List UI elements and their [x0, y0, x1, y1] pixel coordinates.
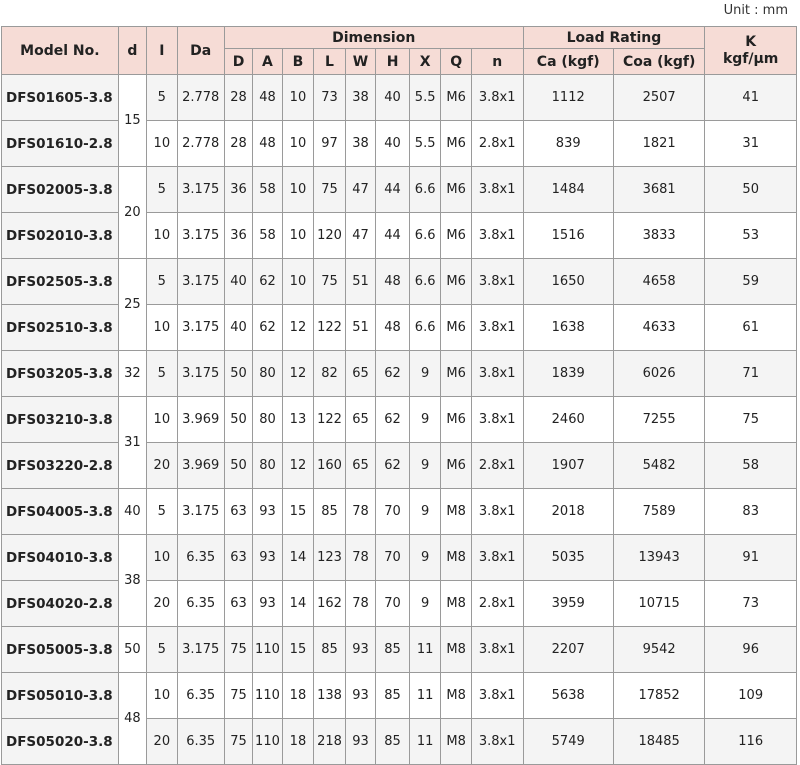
- cell-h: 48: [376, 305, 410, 351]
- cell-ca: 1112: [523, 75, 613, 121]
- cell-x: 6.6: [409, 213, 441, 259]
- cell-da: 3.969: [177, 397, 224, 443]
- cell-h: 70: [376, 535, 410, 581]
- cell-ca: 5749: [523, 719, 613, 765]
- cell-model-no: DFS05020-3.8: [2, 719, 119, 765]
- cell-l: 75: [314, 167, 346, 213]
- cell-n: 3.8x1: [471, 167, 523, 213]
- cell-b: 12: [282, 305, 314, 351]
- cell-coa: 1821: [613, 121, 704, 167]
- cell-l: 138: [314, 673, 346, 719]
- cell-model-no: DFS03220-2.8: [2, 443, 119, 489]
- cell-d: 25: [118, 259, 146, 351]
- cell-b: 15: [282, 489, 314, 535]
- cell-model-no: DFS04010-3.8: [2, 535, 119, 581]
- cell-n: 3.8x1: [471, 719, 523, 765]
- cell-a: 110: [253, 719, 282, 765]
- cell-l: 97: [314, 121, 346, 167]
- cell-coa: 5482: [613, 443, 704, 489]
- cell-q: M6: [441, 305, 471, 351]
- cell-d: 50: [118, 627, 146, 673]
- cell-i: 20: [147, 719, 177, 765]
- cell-x: 6.6: [409, 305, 441, 351]
- cell-i: 5: [147, 627, 177, 673]
- subheader-x: X: [409, 49, 441, 75]
- unit-label: Unit : mm: [723, 3, 788, 18]
- cell-h: 85: [376, 673, 410, 719]
- cell-a: 58: [253, 213, 282, 259]
- cell-model-no: DFS02010-3.8: [2, 213, 119, 259]
- table-row: [2, 351, 797, 397]
- cell-a: 58: [253, 167, 282, 213]
- cell-a: 110: [253, 627, 282, 673]
- cell-d: 40: [118, 489, 146, 535]
- cell-h: 62: [376, 397, 410, 443]
- cell-x: 9: [409, 443, 441, 489]
- cell-w: 38: [345, 121, 375, 167]
- cell-model-no: DFS05010-3.8: [2, 673, 119, 719]
- subheader-l: L: [314, 49, 346, 75]
- cell-n: 3.8x1: [471, 259, 523, 305]
- cell-h: 48: [376, 259, 410, 305]
- cell-q: M6: [441, 351, 471, 397]
- cell-l: 122: [314, 397, 346, 443]
- cell-d: 28: [224, 121, 252, 167]
- cell-d: 15: [118, 75, 146, 167]
- cell-n: 2.8x1: [471, 121, 523, 167]
- subheader-b: B: [282, 49, 314, 75]
- cell-model-no: DFS05005-3.8: [2, 627, 119, 673]
- cell-i: 5: [147, 351, 177, 397]
- cell-i: 5: [147, 259, 177, 305]
- cell-d: 63: [224, 535, 252, 581]
- cell-w: 78: [345, 581, 375, 627]
- cell-model-no: DFS03205-3.8: [2, 351, 119, 397]
- cell-ca: 1484: [523, 167, 613, 213]
- cell-x: 11: [409, 673, 441, 719]
- cell-i: 20: [147, 443, 177, 489]
- cell-q: M6: [441, 75, 471, 121]
- cell-d: 36: [224, 167, 252, 213]
- header-load-rating: Load Rating: [523, 27, 705, 49]
- cell-ca: 1638: [523, 305, 613, 351]
- cell-da: 3.175: [177, 627, 224, 673]
- cell-ca: 839: [523, 121, 613, 167]
- cell-k: 50: [705, 167, 797, 213]
- header-k: [705, 27, 797, 75]
- cell-b: 15: [282, 627, 314, 673]
- cell-b: 10: [282, 213, 314, 259]
- cell-coa: 17852: [613, 673, 704, 719]
- table-row: [2, 75, 797, 121]
- cell-w: 65: [345, 443, 375, 489]
- cell-a: 110: [253, 673, 282, 719]
- subheader-q: Q: [441, 49, 471, 75]
- cell-d: 75: [224, 627, 252, 673]
- header-i: I: [147, 27, 177, 75]
- cell-coa: 18485: [613, 719, 704, 765]
- cell-b: 12: [282, 351, 314, 397]
- cell-n: 3.8x1: [471, 305, 523, 351]
- cell-a: 48: [253, 75, 282, 121]
- cell-h: 85: [376, 627, 410, 673]
- cell-q: M8: [441, 719, 471, 765]
- cell-model-no: DFS03210-3.8: [2, 397, 119, 443]
- cell-b: 14: [282, 535, 314, 581]
- cell-b: 18: [282, 673, 314, 719]
- cell-w: 47: [345, 167, 375, 213]
- cell-k: 116: [705, 719, 797, 765]
- cell-ca: 2018: [523, 489, 613, 535]
- cell-i: 10: [147, 397, 177, 443]
- cell-l: 218: [314, 719, 346, 765]
- cell-a: 80: [253, 443, 282, 489]
- cell-da: 6.35: [177, 581, 224, 627]
- cell-w: 47: [345, 213, 375, 259]
- cell-q: M6: [441, 167, 471, 213]
- cell-k: 71: [705, 351, 797, 397]
- subheader-a: A: [253, 49, 282, 75]
- cell-model-no: DFS01605-3.8: [2, 75, 119, 121]
- cell-b: 10: [282, 259, 314, 305]
- cell-q: M8: [441, 673, 471, 719]
- cell-q: M8: [441, 627, 471, 673]
- cell-a: 80: [253, 397, 282, 443]
- cell-d: 50: [224, 443, 252, 489]
- cell-a: 62: [253, 305, 282, 351]
- cell-b: 10: [282, 167, 314, 213]
- cell-i: 5: [147, 489, 177, 535]
- cell-da: 3.175: [177, 259, 224, 305]
- cell-coa: 9542: [613, 627, 704, 673]
- cell-q: M8: [441, 489, 471, 535]
- cell-b: 10: [282, 75, 314, 121]
- cell-l: 123: [314, 535, 346, 581]
- cell-ca: 2460: [523, 397, 613, 443]
- cell-ca: 5035: [523, 535, 613, 581]
- cell-i: 5: [147, 75, 177, 121]
- cell-n: 3.8x1: [471, 535, 523, 581]
- table-row: [2, 397, 797, 443]
- cell-q: M6: [441, 213, 471, 259]
- cell-n: 3.8x1: [471, 75, 523, 121]
- cell-n: 3.8x1: [471, 627, 523, 673]
- cell-w: 93: [345, 627, 375, 673]
- cell-d: 50: [224, 351, 252, 397]
- cell-l: 85: [314, 627, 346, 673]
- cell-b: 13: [282, 397, 314, 443]
- cell-b: 10: [282, 121, 314, 167]
- cell-k: 61: [705, 305, 797, 351]
- cell-i: 5: [147, 167, 177, 213]
- table-row: [2, 167, 797, 213]
- cell-k: 109: [705, 673, 797, 719]
- cell-coa: 3833: [613, 213, 704, 259]
- cell-n: 3.8x1: [471, 351, 523, 397]
- table-row: [2, 489, 797, 535]
- cell-d: 32: [118, 351, 146, 397]
- cell-d: 75: [224, 673, 252, 719]
- cell-coa: 2507: [613, 75, 704, 121]
- cell-ca: 1516: [523, 213, 613, 259]
- cell-w: 65: [345, 397, 375, 443]
- cell-da: 6.35: [177, 535, 224, 581]
- cell-d: 36: [224, 213, 252, 259]
- cell-d: 28: [224, 75, 252, 121]
- cell-l: 120: [314, 213, 346, 259]
- cell-w: 93: [345, 719, 375, 765]
- cell-a: 62: [253, 259, 282, 305]
- cell-n: 3.8x1: [471, 213, 523, 259]
- cell-coa: 3681: [613, 167, 704, 213]
- cell-k: 83: [705, 489, 797, 535]
- cell-a: 48: [253, 121, 282, 167]
- cell-q: M6: [441, 259, 471, 305]
- cell-k: 73: [705, 581, 797, 627]
- cell-a: 80: [253, 351, 282, 397]
- cell-coa: 6026: [613, 351, 704, 397]
- cell-x: 9: [409, 535, 441, 581]
- cell-b: 18: [282, 719, 314, 765]
- cell-model-no: DFS04005-3.8: [2, 489, 119, 535]
- cell-a: 93: [253, 535, 282, 581]
- cell-w: 93: [345, 673, 375, 719]
- cell-coa: 13943: [613, 535, 704, 581]
- subheader-coa-kgf: Coa (kgf): [613, 49, 704, 75]
- cell-ca: 3959: [523, 581, 613, 627]
- cell-h: 85: [376, 719, 410, 765]
- cell-coa: 7589: [613, 489, 704, 535]
- cell-i: 10: [147, 305, 177, 351]
- cell-d: 48: [118, 673, 146, 765]
- cell-w: 51: [345, 259, 375, 305]
- cell-w: 51: [345, 305, 375, 351]
- cell-da: 3.175: [177, 213, 224, 259]
- cell-d: 50: [224, 397, 252, 443]
- header-k-unit: kgf/µm: [722, 50, 779, 67]
- cell-ca: 5638: [523, 673, 613, 719]
- cell-d: 20: [118, 167, 146, 259]
- cell-ca: 1839: [523, 351, 613, 397]
- header-d: d: [118, 27, 146, 75]
- cell-q: M6: [441, 443, 471, 489]
- cell-d: 38: [118, 535, 146, 627]
- cell-da: 3.175: [177, 351, 224, 397]
- cell-a: 93: [253, 581, 282, 627]
- cell-da: 3.969: [177, 443, 224, 489]
- cell-q: M8: [441, 535, 471, 581]
- cell-x: 9: [409, 351, 441, 397]
- cell-i: 10: [147, 535, 177, 581]
- cell-x: 11: [409, 627, 441, 673]
- cell-l: 160: [314, 443, 346, 489]
- cell-coa: 7255: [613, 397, 704, 443]
- cell-k: 31: [705, 121, 797, 167]
- cell-i: 10: [147, 121, 177, 167]
- cell-l: 122: [314, 305, 346, 351]
- cell-b: 12: [282, 443, 314, 489]
- cell-x: 9: [409, 489, 441, 535]
- header-da: Da: [177, 27, 224, 75]
- cell-w: 38: [345, 75, 375, 121]
- cell-d: 40: [224, 259, 252, 305]
- cell-x: 6.6: [409, 167, 441, 213]
- cell-d: 63: [224, 489, 252, 535]
- cell-n: 3.8x1: [471, 673, 523, 719]
- cell-i: 10: [147, 673, 177, 719]
- header-model-no: Model No.: [2, 27, 119, 75]
- cell-h: 40: [376, 121, 410, 167]
- cell-ca: 1650: [523, 259, 613, 305]
- cell-h: 62: [376, 443, 410, 489]
- cell-da: 6.35: [177, 719, 224, 765]
- cell-h: 44: [376, 213, 410, 259]
- cell-a: 93: [253, 489, 282, 535]
- cell-da: 3.175: [177, 167, 224, 213]
- cell-coa: 10715: [613, 581, 704, 627]
- table-row: [2, 673, 797, 719]
- table-row: [2, 259, 797, 305]
- cell-model-no: DFS04020-2.8: [2, 581, 119, 627]
- cell-w: 78: [345, 489, 375, 535]
- cell-i: 20: [147, 581, 177, 627]
- subheader-w: W: [345, 49, 375, 75]
- cell-da: 3.175: [177, 305, 224, 351]
- cell-k: 59: [705, 259, 797, 305]
- table-row: [2, 535, 797, 581]
- cell-model-no: DFS02510-3.8: [2, 305, 119, 351]
- cell-q: M6: [441, 397, 471, 443]
- cell-ca: 2207: [523, 627, 613, 673]
- cell-da: 6.35: [177, 673, 224, 719]
- cell-q: M6: [441, 121, 471, 167]
- cell-l: 75: [314, 259, 346, 305]
- cell-l: 73: [314, 75, 346, 121]
- subheader-h: H: [376, 49, 410, 75]
- cell-i: 10: [147, 213, 177, 259]
- cell-x: 6.6: [409, 259, 441, 305]
- header-k-symbol: K: [745, 33, 757, 50]
- cell-k: 58: [705, 443, 797, 489]
- subheader-ca-kgf: Ca (kgf): [523, 49, 613, 75]
- cell-l: 82: [314, 351, 346, 397]
- cell-n: 2.8x1: [471, 443, 523, 489]
- cell-k: 91: [705, 535, 797, 581]
- cell-h: 44: [376, 167, 410, 213]
- cell-k: 96: [705, 627, 797, 673]
- cell-h: 40: [376, 75, 410, 121]
- subheader-n: n: [471, 49, 523, 75]
- cell-d: 75: [224, 719, 252, 765]
- cell-k: 53: [705, 213, 797, 259]
- header-dimension: Dimension: [224, 27, 523, 49]
- cell-k: 41: [705, 75, 797, 121]
- cell-l: 162: [314, 581, 346, 627]
- cell-coa: 4658: [613, 259, 704, 305]
- cell-model-no: DFS02005-3.8: [2, 167, 119, 213]
- cell-n: 2.8x1: [471, 581, 523, 627]
- cell-w: 65: [345, 351, 375, 397]
- cell-x: 11: [409, 719, 441, 765]
- cell-coa: 4633: [613, 305, 704, 351]
- cell-d: 40: [224, 305, 252, 351]
- cell-model-no: DFS02505-3.8: [2, 259, 119, 305]
- table-row: [2, 627, 797, 673]
- cell-k: 75: [705, 397, 797, 443]
- cell-h: 62: [376, 351, 410, 397]
- cell-q: M8: [441, 581, 471, 627]
- cell-n: 3.8x1: [471, 489, 523, 535]
- cell-n: 3.8x1: [471, 397, 523, 443]
- cell-da: 2.778: [177, 75, 224, 121]
- cell-da: 3.175: [177, 489, 224, 535]
- cell-d: 63: [224, 581, 252, 627]
- cell-d: 31: [118, 397, 146, 489]
- cell-x: 9: [409, 581, 441, 627]
- cell-w: 78: [345, 535, 375, 581]
- cell-x: 5.5: [409, 75, 441, 121]
- cell-b: 14: [282, 581, 314, 627]
- cell-da: 2.778: [177, 121, 224, 167]
- cell-x: 9: [409, 397, 441, 443]
- cell-x: 5.5: [409, 121, 441, 167]
- cell-ca: 1907: [523, 443, 613, 489]
- subheader-d: D: [224, 49, 252, 75]
- cell-h: 70: [376, 581, 410, 627]
- cell-h: 70: [376, 489, 410, 535]
- specification-table: [1, 26, 797, 765]
- cell-model-no: DFS01610-2.8: [2, 121, 119, 167]
- table-body: [2, 75, 797, 765]
- cell-l: 85: [314, 489, 346, 535]
